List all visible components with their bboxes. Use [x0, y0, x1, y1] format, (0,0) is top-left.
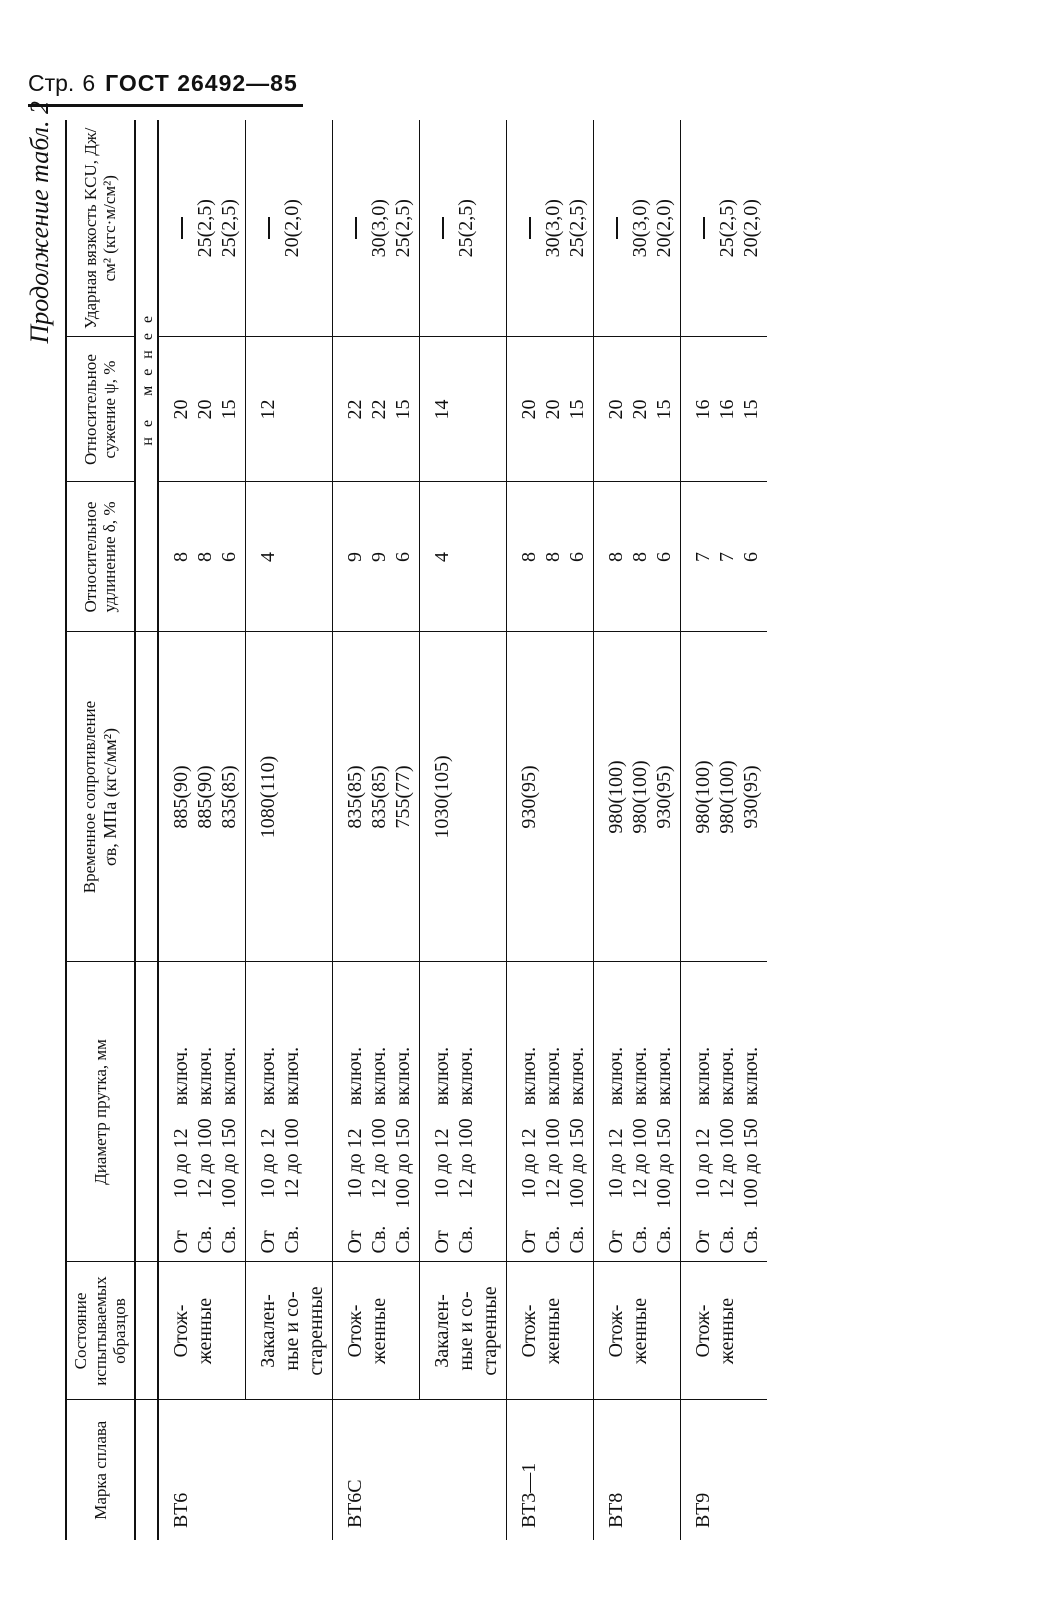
diameter-part: включ. — [343, 1046, 366, 1106]
diameter-cell — [593, 962, 680, 1262]
state-cell: Отож- женные — [506, 1262, 593, 1400]
diameter-part: включ. — [739, 1046, 762, 1106]
dash-mark — [529, 217, 531, 239]
table-row — [419, 120, 506, 1540]
diameter-part: включ. — [715, 1046, 738, 1106]
impact-cell — [332, 120, 419, 337]
elongation-cell: 4 — [419, 482, 506, 632]
diameter-part: 150 — [652, 1118, 675, 1149]
diameter-cell — [245, 962, 332, 1262]
dash-mark — [268, 217, 270, 239]
impact-value: 30(3,0) — [628, 199, 651, 258]
diameter-part: 150 — [391, 1118, 414, 1149]
diameter-part: Св. — [541, 1225, 564, 1254]
diameter-part: включ. — [541, 1046, 564, 1106]
diameter-part: 12 — [256, 1128, 279, 1149]
diameter-line — [517, 971, 541, 1254]
diameter-part: 10 — [691, 1178, 714, 1199]
diameter-line — [715, 971, 739, 1254]
diameter-part: до — [193, 1153, 216, 1174]
diameter-part: до — [256, 1153, 279, 1174]
diameter-line — [343, 971, 367, 1254]
diameter-line — [652, 971, 676, 1254]
diameter-part: включ. — [256, 1046, 279, 1106]
impact-cell — [593, 120, 680, 337]
dash-mark — [703, 217, 705, 239]
diameter-part: Св. — [652, 1225, 675, 1254]
diameter-line — [256, 971, 280, 1254]
diameter-part: От — [604, 1230, 627, 1254]
diameter-part: 12 — [715, 1178, 738, 1199]
impact-value: 20(2,0) — [652, 199, 675, 258]
diameter-part: включ. — [628, 1046, 651, 1106]
col-state-header: Состояние испытываемых образцов — [66, 1262, 135, 1400]
diameter-part: до — [430, 1153, 453, 1174]
diameter-part: 100 — [217, 1178, 240, 1209]
diameter-part: Св. — [454, 1225, 477, 1254]
diameter-part: 12 — [169, 1128, 192, 1149]
dash-mark — [181, 217, 183, 239]
tensile-cell: 1030(105) — [419, 632, 506, 962]
diameter-line — [367, 971, 391, 1254]
tensile-cell: 835(85) 835(85) 755(77) — [332, 632, 419, 962]
diameter-part: 12 — [517, 1128, 540, 1149]
impact-cell — [419, 120, 506, 337]
tensile-header-line1: Временное сопротивление — [80, 700, 100, 894]
diameter-part: до — [280, 1153, 303, 1174]
diameter-part: 10 — [604, 1178, 627, 1199]
diameter-line — [541, 971, 565, 1254]
diameter-line — [169, 971, 193, 1254]
tensile-cell: 930(95) — [506, 632, 593, 962]
table-caption: Продолжение табл. 2 — [25, 101, 54, 344]
diameter-part: Св. — [565, 1225, 588, 1254]
diameter-part: до — [391, 1153, 414, 1174]
impact-dash — [256, 128, 280, 329]
diameter-part: включ. — [517, 1046, 540, 1106]
diameter-line — [280, 971, 304, 1254]
diameter-part: включ. — [652, 1046, 675, 1106]
diameter-line — [430, 971, 454, 1254]
diameter-part: до — [343, 1153, 366, 1174]
impact-value: 25(2,5) — [715, 199, 738, 258]
diameter-part: включ. — [565, 1046, 588, 1106]
col-impact-header: Ударная вязкость KCU, Дж/см² (кгс·м/см²) — [66, 120, 135, 337]
diameter-cell — [158, 962, 246, 1262]
diameter-line — [217, 971, 241, 1254]
elongation-cell: 8 8 6 — [158, 482, 246, 632]
diameter-part: От — [691, 1230, 714, 1254]
diameter-part: 12 — [541, 1178, 564, 1199]
diameter-part: включ. — [280, 1046, 303, 1106]
diameter-part: включ. — [169, 1046, 192, 1106]
diameter-part: 12 — [367, 1178, 390, 1199]
impact-cell — [680, 120, 767, 337]
reduction-cell: 20 20 15 — [506, 337, 593, 482]
impact-cell — [506, 120, 593, 337]
impact-value: 25(2,5) — [391, 199, 414, 258]
impact-cell — [158, 120, 246, 337]
diameter-part: 12 — [193, 1178, 216, 1199]
diameter-part: Св. — [391, 1225, 414, 1254]
diameter-line — [628, 971, 652, 1254]
table-row — [158, 120, 246, 1540]
grade-cell: ВТ8 — [593, 1400, 680, 1540]
tensile-cell: 980(100) 980(100) 930(95) — [680, 632, 767, 962]
diameter-part: Св. — [628, 1225, 651, 1254]
diameter-part: Св. — [367, 1225, 390, 1254]
diameter-part: 100 — [280, 1118, 303, 1149]
grade-cell: ВТ9 — [680, 1400, 767, 1540]
diameter-cell — [680, 962, 767, 1262]
diameter-part: включ. — [454, 1046, 477, 1106]
page-number: 6 — [82, 70, 96, 96]
page-prefix: Стр. — [28, 70, 75, 96]
diameter-line — [391, 971, 415, 1254]
impact-dash — [169, 128, 193, 329]
impact-value: 25(2,5) — [565, 199, 588, 258]
impact-dash — [691, 128, 715, 329]
elongation-cell: 8 8 6 — [506, 482, 593, 632]
impact-dash — [604, 128, 628, 329]
properties-table — [65, 120, 767, 1540]
diameter-part: От — [343, 1230, 366, 1254]
diameter-cell — [506, 962, 593, 1262]
impact-value: 25(2,5) — [217, 199, 240, 258]
diameter-part: От — [430, 1230, 453, 1254]
dash-mark — [355, 217, 357, 239]
diameter-part: 100 — [565, 1178, 588, 1209]
diameter-part: 150 — [565, 1118, 588, 1149]
tensile-header-line2: σв, МПа (кгс/мм²) — [99, 728, 120, 866]
diameter-part: до — [604, 1153, 627, 1174]
grade-cell: ВТ6С — [332, 1400, 419, 1540]
diameter-part: 12 — [454, 1178, 477, 1199]
diameter-part: От — [169, 1230, 192, 1254]
diameter-line — [691, 971, 715, 1254]
diameter-part: 100 — [367, 1118, 390, 1149]
table-row — [332, 120, 419, 1540]
grade-cell — [419, 1400, 506, 1540]
diameter-part: до — [565, 1153, 588, 1174]
col-elongation-header: Относительное удлинение δ, % — [66, 482, 135, 632]
impact-dash — [343, 128, 367, 329]
diameter-part: 150 — [739, 1118, 762, 1149]
diameter-part: Св. — [217, 1225, 240, 1254]
diameter-part: 10 — [169, 1178, 192, 1199]
diameter-part: до — [217, 1153, 240, 1174]
reduction-cell: 16 16 15 — [680, 337, 767, 482]
diameter-part: до — [628, 1153, 651, 1174]
elongation-cell: 9 9 6 — [332, 482, 419, 632]
grade-cell: ВТ6 — [158, 1400, 246, 1540]
diameter-part: до — [169, 1153, 192, 1174]
col-grade-header: Марка сплава — [66, 1400, 135, 1540]
diameter-part: включ. — [430, 1046, 453, 1106]
impact-cell — [245, 120, 332, 337]
diameter-part: 100 — [541, 1118, 564, 1149]
diameter-line — [565, 971, 589, 1254]
diameter-part: 100 — [715, 1118, 738, 1149]
diameter-part: до — [517, 1153, 540, 1174]
reduction-cell: 20 20 15 — [158, 337, 246, 482]
diameter-part: 100 — [454, 1118, 477, 1149]
state-cell: Закален- ные и со- старенные — [419, 1262, 506, 1400]
diameter-part: От — [517, 1230, 540, 1254]
diameter-part: 12 — [604, 1128, 627, 1149]
diameter-part: 10 — [256, 1178, 279, 1199]
diameter-part: 100 — [628, 1118, 651, 1149]
diameter-part: От — [256, 1230, 279, 1254]
diameter-part: до — [454, 1153, 477, 1174]
diameter-part: включ. — [193, 1046, 216, 1106]
diameter-part: 10 — [343, 1178, 366, 1199]
grade-cell: ВТ3—1 — [506, 1400, 593, 1540]
table-row — [245, 120, 332, 1540]
state-cell: Отож- женные — [158, 1262, 246, 1400]
diameter-part: 12 — [691, 1128, 714, 1149]
impact-dash — [517, 128, 541, 329]
elongation-cell: 4 — [245, 482, 332, 632]
diameter-part: 100 — [391, 1178, 414, 1209]
diameter-part: включ. — [691, 1046, 714, 1106]
diameter-line — [193, 971, 217, 1254]
diameter-part: 12 — [343, 1128, 366, 1149]
elongation-cell: 8 8 6 — [593, 482, 680, 632]
dash-mark — [442, 217, 444, 239]
diameter-part: включ. — [217, 1046, 240, 1106]
diameter-line — [739, 971, 763, 1254]
diameter-part: до — [715, 1153, 738, 1174]
diameter-part: 10 — [430, 1178, 453, 1199]
not-less-row — [135, 120, 158, 1540]
diameter-part: включ. — [391, 1046, 414, 1106]
page-header — [28, 70, 298, 97]
state-cell: Отож- женные — [332, 1262, 419, 1400]
state-cell: Отож- женные — [593, 1262, 680, 1400]
diameter-part: до — [652, 1153, 675, 1174]
reduction-cell: 14 — [419, 337, 506, 482]
reduction-cell: 22 22 15 — [332, 337, 419, 482]
grade-cell — [245, 1400, 332, 1540]
diameter-part: включ. — [604, 1046, 627, 1106]
diameter-part: 12 — [280, 1178, 303, 1199]
diameter-line — [454, 971, 478, 1254]
diameter-part: 10 — [517, 1178, 540, 1199]
diameter-cell — [419, 962, 506, 1262]
diameter-part: 100 — [652, 1178, 675, 1209]
impact-dash — [430, 128, 454, 329]
diameter-cell — [332, 962, 419, 1262]
rotated-table-area — [25, 100, 885, 1540]
not-less-label: не менее — [135, 120, 158, 632]
impact-value: 30(3,0) — [367, 199, 390, 258]
standard-number: ГОСТ 26492—85 — [105, 70, 298, 96]
reduction-cell: 20 20 15 — [593, 337, 680, 482]
diameter-part: Св. — [280, 1225, 303, 1254]
col-diameter-header: Диаметр прутка, мм — [66, 962, 135, 1262]
diameter-part: Св. — [715, 1225, 738, 1254]
state-cell: Закален- ные и со- старенные — [245, 1262, 332, 1400]
diameter-part: до — [739, 1153, 762, 1174]
diameter-part: Св. — [193, 1225, 216, 1254]
elongation-cell: 7 7 6 — [680, 482, 767, 632]
diameter-part: 100 — [739, 1178, 762, 1209]
impact-value: 20(2,0) — [739, 199, 762, 258]
diameter-part: 12 — [628, 1178, 651, 1199]
reduction-cell: 12 — [245, 337, 332, 482]
tensile-cell: 1080(110) — [245, 632, 332, 962]
table-row — [506, 120, 593, 1540]
dash-mark — [616, 217, 618, 239]
diameter-part: до — [541, 1153, 564, 1174]
diameter-part: до — [691, 1153, 714, 1174]
diameter-part: 12 — [430, 1128, 453, 1149]
diameter-line — [604, 971, 628, 1254]
header-row — [66, 120, 135, 1540]
table-row — [593, 120, 680, 1540]
impact-value: 20(2,0) — [280, 199, 303, 258]
table-row — [680, 120, 767, 1540]
table-body — [135, 120, 767, 1540]
diameter-part: Св. — [739, 1225, 762, 1254]
col-tensile-header — [66, 632, 135, 962]
tensile-cell: 885(90) 885(90) 835(85) — [158, 632, 246, 962]
state-cell: Отож- женные — [680, 1262, 767, 1400]
impact-value: 25(2,5) — [454, 199, 477, 258]
col-reduction-header: Относительное сужение ψ, % — [66, 337, 135, 482]
diameter-part: 150 — [217, 1118, 240, 1149]
impact-value: 25(2,5) — [193, 199, 216, 258]
diameter-part: 100 — [193, 1118, 216, 1149]
impact-value: 30(3,0) — [541, 199, 564, 258]
tensile-cell: 980(100) 980(100) 930(95) — [593, 632, 680, 962]
diameter-part: включ. — [367, 1046, 390, 1106]
diameter-part: до — [367, 1153, 390, 1174]
